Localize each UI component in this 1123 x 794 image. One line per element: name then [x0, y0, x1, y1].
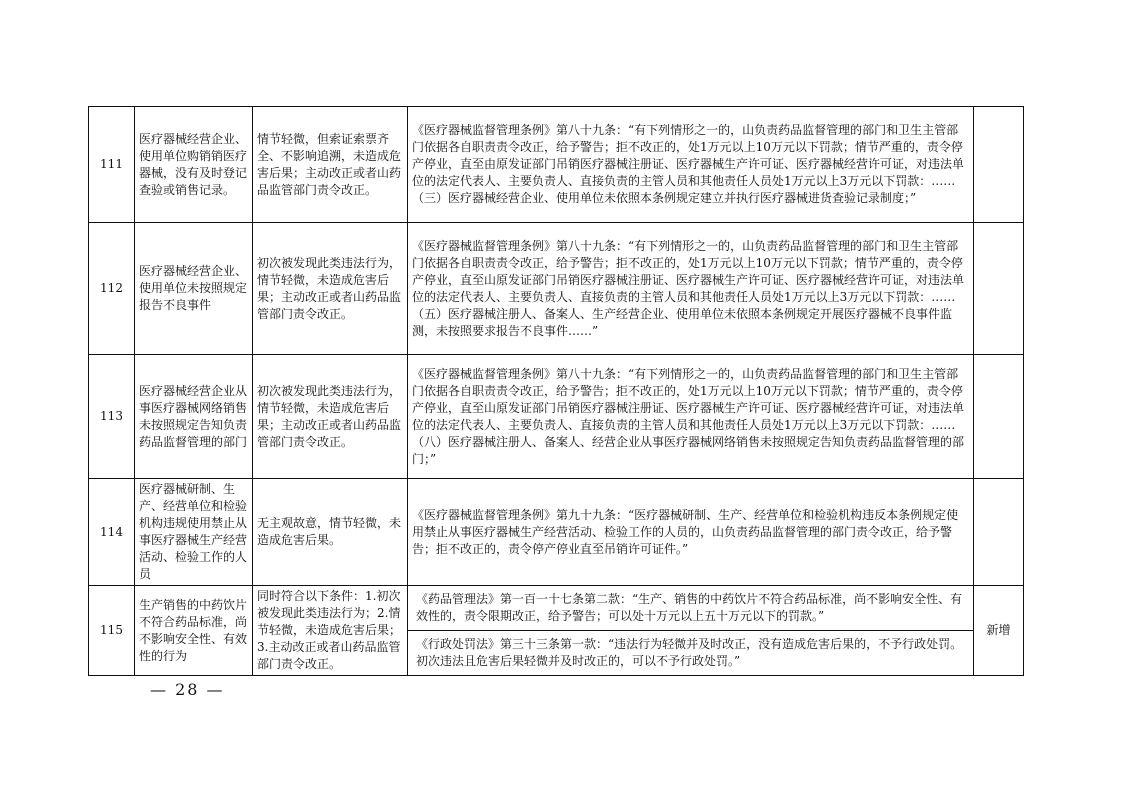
legal-basis-cell-admin-penalty-law: 《行政处罚法》第三十三条第一款：“违法行为轻微并及时改正，没有造成危害后果的，不予行政处罚。初次违法且危害后果轻微并及时改正的，可以不予行政处罚。” — [408, 631, 974, 676]
violation-cell: 医疗器械经营企业、使用单位购销销医疗器械，没有及时登记查验或销售记录。 — [135, 107, 253, 223]
note-cell — [974, 355, 1024, 479]
table-row — [89, 223, 1024, 355]
note-cell — [974, 223, 1024, 355]
note-cell — [974, 107, 1024, 223]
condition-cell: 同时符合以下条件：1.初次被发现此类违法行为；2.情节轻微，未造成危害后果；3.主动改正或者山药品监管部门责令改正。 — [253, 586, 408, 676]
legal-basis-cell-pharma-law: 《药品管理法》第一百一十七条第二款：“生产、销售的中药饮片不符合药品标准，尚不影响安全性、有效性的，责令限期改正，给予警告；可以处十万元以上五十万元以下的罚款。” — [408, 586, 974, 631]
table-row — [89, 107, 1024, 223]
legal-basis-cell: 《医疗器械监督管理条例》第八十九条：“有下列情形之一的，山负责药品监督管理的部门和卫生主管部门依据各自职责责令改正，给予警告；拒不改正的，处1万元以上10万元以下罚款；情节严重的，责令停产停业，直至山原发证部门吊销医疗器械注册证、医疗器械生产许可证、医疗器械经营许可证，对违法单位的法定代表人、主要负责人、直接负责的主管人员和其他责任人员处1万元以上3万元以下罚款：……（八）医疗器械注册人、备案人、经营企业从事医疗器械网络销售未按照规定告知负责药品监督管理的部门；” — [408, 355, 974, 479]
violation-cell: 医疗器械研制、生产、经营单位和检验机构违规使用禁止从事医疗器械生产经营活动、检验工作的人员 — [135, 479, 253, 586]
row-number: 114 — [89, 479, 135, 586]
page-number: — 28 — — [150, 680, 225, 699]
note-cell: 新增 — [974, 586, 1024, 676]
row-number: 113 — [89, 355, 135, 479]
violation-cell: 医疗器械经营企业从事医疗器械网络销售未按照规定告知负责药品监督管理的部门 — [135, 355, 253, 479]
condition-cell: 无主观故意，情节轻微，未造成危害后果。 — [253, 479, 408, 586]
row-number: 112 — [89, 223, 135, 355]
note-cell — [974, 479, 1024, 586]
regulation-table — [88, 106, 1024, 676]
table-row — [89, 586, 1024, 631]
condition-cell: 情节轻微，但索证索票齐全、不影响追溯，未造成危害后果；主动改正或者山药品监管部门责令改正。 — [253, 107, 408, 223]
row-number: 111 — [89, 107, 135, 223]
regulation-table-wrapper — [88, 106, 1023, 676]
condition-cell: 初次被发现此类违法行为，情节轻微，未造成危害后果；主动改正或者山药品监管部门责令改正。 — [253, 223, 408, 355]
violation-cell: 医疗器械经营企业、使用单位未按照规定报告不良事件 — [135, 223, 253, 355]
table-row — [89, 355, 1024, 479]
legal-basis-cell: 《医疗器械监督管理条例》第八十九条：“有下列情形之一的，山负责药品监督管理的部门和卫生主管部门依据各自职责责令改正，给予警告；拒不改正的，处1万元以上10万元以下罚款；情节严重的，责令停产停业，直至山原发证部门吊销医疗器械注册证、医疗器械生产许可证、医疗器械经营许可证，对违法单位的法定代表人、主要负责人、直接负责的主管人员和其他责任人员处1万元以上3万元以下罚款：……（五）医疗器械注册人、备案人、生产经营企业、使用单位未依照本条例规定开展医疗器械不良事件监测，未按照要求报告不良事件……” — [408, 223, 974, 355]
legal-basis-cell: 《医疗器械监督管理条例》第八十九条：“有下列情形之一的，山负责药品监督管理的部门和卫生主管部门依据各自职责责令改正，给予警告；拒不改正的，处1万元以上10万元以下罚款；情节严重的，责令停产停业，直至由原发证部门吊销医疗器械注册证、医疗器械生产许可证、医疗器械经营许可证，对违法单位的法定代表人、主要负责人、直接负责的主管人员和其他责任人员处1万元以上3万元以下罚款：……（三）医疗器械经营企业、使用单位未依照本条例规定建立并执行医疗器械进货查验记录制度；” — [408, 107, 974, 223]
row-number: 115 — [89, 586, 135, 676]
legal-basis-cell: 《医疗器械监督管理条例》第九十九条：“医疗器械研制、生产、经营单位和检验机构违反本条例规定使用禁止从事医疗器械生产经营活动、检验工作的人员的，山负责药品监督管理的部门责令改正，给予警告；拒不改正的，责令停产停业直至吊销许可证件。” — [408, 479, 974, 586]
condition-cell: 初次被发现此类违法行为，情节轻微，未造成危害后果；主动改正或者山药品监管部门责令改正。 — [253, 355, 408, 479]
violation-cell: 生产销售的中药饮片不符合药品标准，尚不影响安全性、有效性的行为 — [135, 586, 253, 676]
table-row — [89, 479, 1024, 586]
